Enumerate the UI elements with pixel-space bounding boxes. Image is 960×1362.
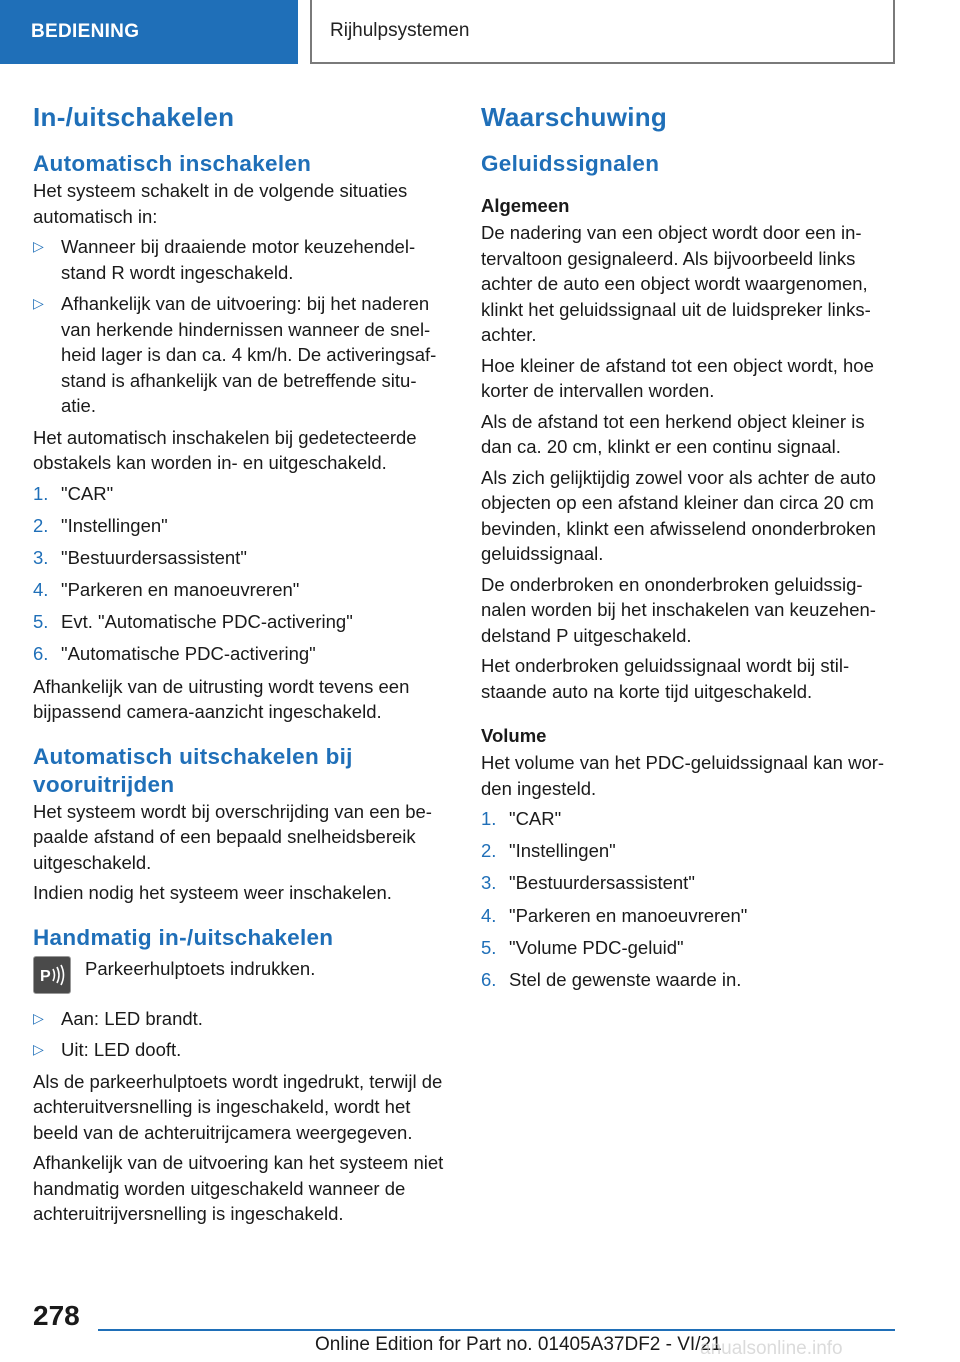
step-text: "CAR": [509, 808, 562, 829]
bullet-text: Uit: LED dooft.: [61, 1039, 182, 1061]
park-assist-instruction: Parkeerhulptoets indrukken.: [85, 957, 316, 979]
auto-off-paragraph-1: Het systeem wordt bij overschrijding van een be- paalde afstand of een bepaald snelheidsbereik uitgeschakeld.: [33, 800, 432, 873]
step-number: 5.: [33, 611, 49, 633]
left-column: [33, 100, 449, 1232]
step-item: [481, 935, 897, 961]
subheading-manual: Handmatig in-/uitschakelen: [33, 924, 334, 950]
step-item: [481, 903, 897, 929]
step-item: [481, 870, 897, 896]
step-number: 4.: [33, 579, 49, 601]
step-number: 1.: [481, 808, 497, 829]
step-number: 6.: [481, 968, 497, 990]
step-number: 3.: [481, 872, 497, 894]
manual-paragraph-2: Afhankelijk van de uitvoering kan het systeem niet handmatig worden uitgeschakeld wanneer de achteruitrijversnelling is ingeschakeld.: [33, 1152, 444, 1225]
step-number: 6.: [33, 643, 49, 665]
step-number: 5.: [481, 936, 497, 958]
volume-steps: [481, 806, 897, 992]
step-item: [33, 641, 449, 667]
footer-edition: Online Edition for Part no. 01405A37DF2 - VI/21: [315, 1334, 722, 1355]
triangle-bullet-icon: ▷: [33, 1009, 44, 1026]
step-number: 1.: [33, 482, 49, 504]
step-item: [33, 545, 449, 571]
auto-on-bullets: [33, 234, 449, 419]
subheading-auto-on: Automatisch inschakelen: [33, 151, 312, 176]
park-assist-button-icon: [33, 956, 71, 994]
step-text: "Parkeren en manoeuvreren": [509, 904, 748, 926]
list-item: [33, 1037, 449, 1063]
manual-bullets: [33, 1006, 449, 1063]
step-text: "Bestuurdersassistent": [61, 546, 247, 568]
sounds-paragraph: De nadering van een object wordt door een in- tervaltoon gesignaleerd. Als bijvoorbeeld links achter de auto een object wordt waargenomen, klinkt het geluidssignaal uit de luidspreker links- achter.: [481, 222, 871, 345]
auto-on-steps: [33, 481, 449, 667]
page-number: 278: [33, 1300, 80, 1331]
triangle-bullet-icon: ▷: [33, 238, 44, 254]
step-text: "Instellingen": [61, 514, 168, 536]
bullet-text: Afhankelijk van de uitvoering: bij het naderen van herkende hindernissen wanneer de snel- heid lager is dan ca. 4 km/h. De activeringsaf- stand is afhankelijk van de betreffende situ- atie.: [61, 293, 437, 416]
chapter-tab: Rijhulpsystemen: [310, 0, 895, 64]
section-tab: BEDIENING: [0, 0, 298, 64]
auto-off-paragraph-2: Indien nodig het systeem weer inschakelen.: [33, 882, 392, 904]
footer-divider: [98, 1329, 895, 1331]
list-item: [33, 1006, 449, 1032]
step-item: [33, 609, 449, 635]
general-heading: Algemeen: [481, 195, 570, 216]
triangle-bullet-icon: ▷: [33, 1041, 44, 1058]
step-text: "Automatische PDC-activering": [61, 643, 316, 665]
step-item: [33, 481, 449, 507]
section-heading-warning: Waarschuwing: [481, 102, 668, 132]
volume-paragraph: Het volume van het PDC-geluidssignaal kan wor- den ingesteld.: [481, 752, 885, 799]
step-number: 2.: [33, 514, 49, 536]
step-item: [481, 838, 897, 864]
step-item: [33, 577, 449, 603]
right-column: [481, 100, 897, 999]
sounds-paragraph: Als zich gelijktijdig zowel voor als achter de auto objecten op een afstand kleiner dan circa 20 cm bevinden, klinkt een afwisselend ononderbroken geluidssignaal.: [481, 466, 876, 564]
list-item: [33, 291, 449, 419]
step-text: Evt. "Automatische PDC-activering": [61, 611, 353, 633]
step-text: "Parkeren en manoeuvreren": [61, 579, 300, 601]
section-heading-on-off: In-/uitschakelen: [33, 102, 235, 132]
step-text: "CAR": [61, 482, 114, 504]
step-item: [33, 513, 449, 539]
step-text: "Volume PDC-geluid": [509, 936, 684, 958]
volume-heading: Volume: [481, 725, 547, 746]
auto-on-intro: Het systeem schakelt in de volgende situaties automatisch in:: [33, 180, 408, 227]
step-text: "Bestuurdersassistent": [509, 872, 695, 894]
sounds-paragraph: Het onderbroken geluidssignaal wordt bij stil- staande auto na korte tijd uitgeschakeld.: [481, 655, 850, 702]
subheading-auto-off: Automatisch uitschakelen bij vooruitrijden: [33, 743, 353, 797]
auto-on-after: Afhankelijk van de uitrusting wordt tevens een bijpassend camera-aanzicht ingeschakeld.: [33, 675, 410, 723]
sounds-paragraph: Als de afstand tot een herkend object kleiner is dan ca. 20 cm, klinkt er een continu signaal.: [481, 410, 865, 457]
svg-text:P: P: [40, 967, 51, 985]
list-item: [33, 234, 449, 285]
step-text: "Instellingen": [509, 840, 616, 862]
manual-paragraph-1: Als de parkeerhulptoets wordt ingedrukt, terwijl de achteruitversnelling is ingeschakeld, wordt het beeld van de achteruitrijcamera weergegeven.: [33, 1070, 443, 1143]
step-item: [481, 967, 897, 993]
park-assist-row: [33, 956, 449, 994]
sounds-paragraph: De onderbroken en ononderbroken geluidssig- nalen worden bij het inschakelen van keuzehen- delstand P uitgeschakeld.: [481, 573, 876, 646]
auto-on-paragraph: Het automatisch inschakelen bij gedetecteerde obstakels kan worden in- en uitgeschakeld.: [33, 426, 417, 473]
step-number: 4.: [481, 904, 497, 926]
step-text: Stel de gewenste waarde in.: [509, 968, 742, 990]
bullet-text: Wanneer bij draaiende motor keuzehendel- stand R wordt ingeschakeld.: [61, 236, 416, 283]
subheading-sounds: Geluidssignalen: [481, 151, 660, 176]
bullet-text: Aan: LED brandt.: [61, 1007, 203, 1029]
step-number: 3.: [33, 546, 49, 568]
watermark: anualsonline.info: [700, 1338, 843, 1359]
triangle-bullet-icon: ▷: [33, 295, 44, 311]
step-number: 2.: [481, 840, 497, 862]
sounds-paragraph: Hoe kleiner de afstand tot een object wordt, hoe korter de intervallen worden.: [481, 354, 874, 401]
step-item: [481, 806, 897, 832]
